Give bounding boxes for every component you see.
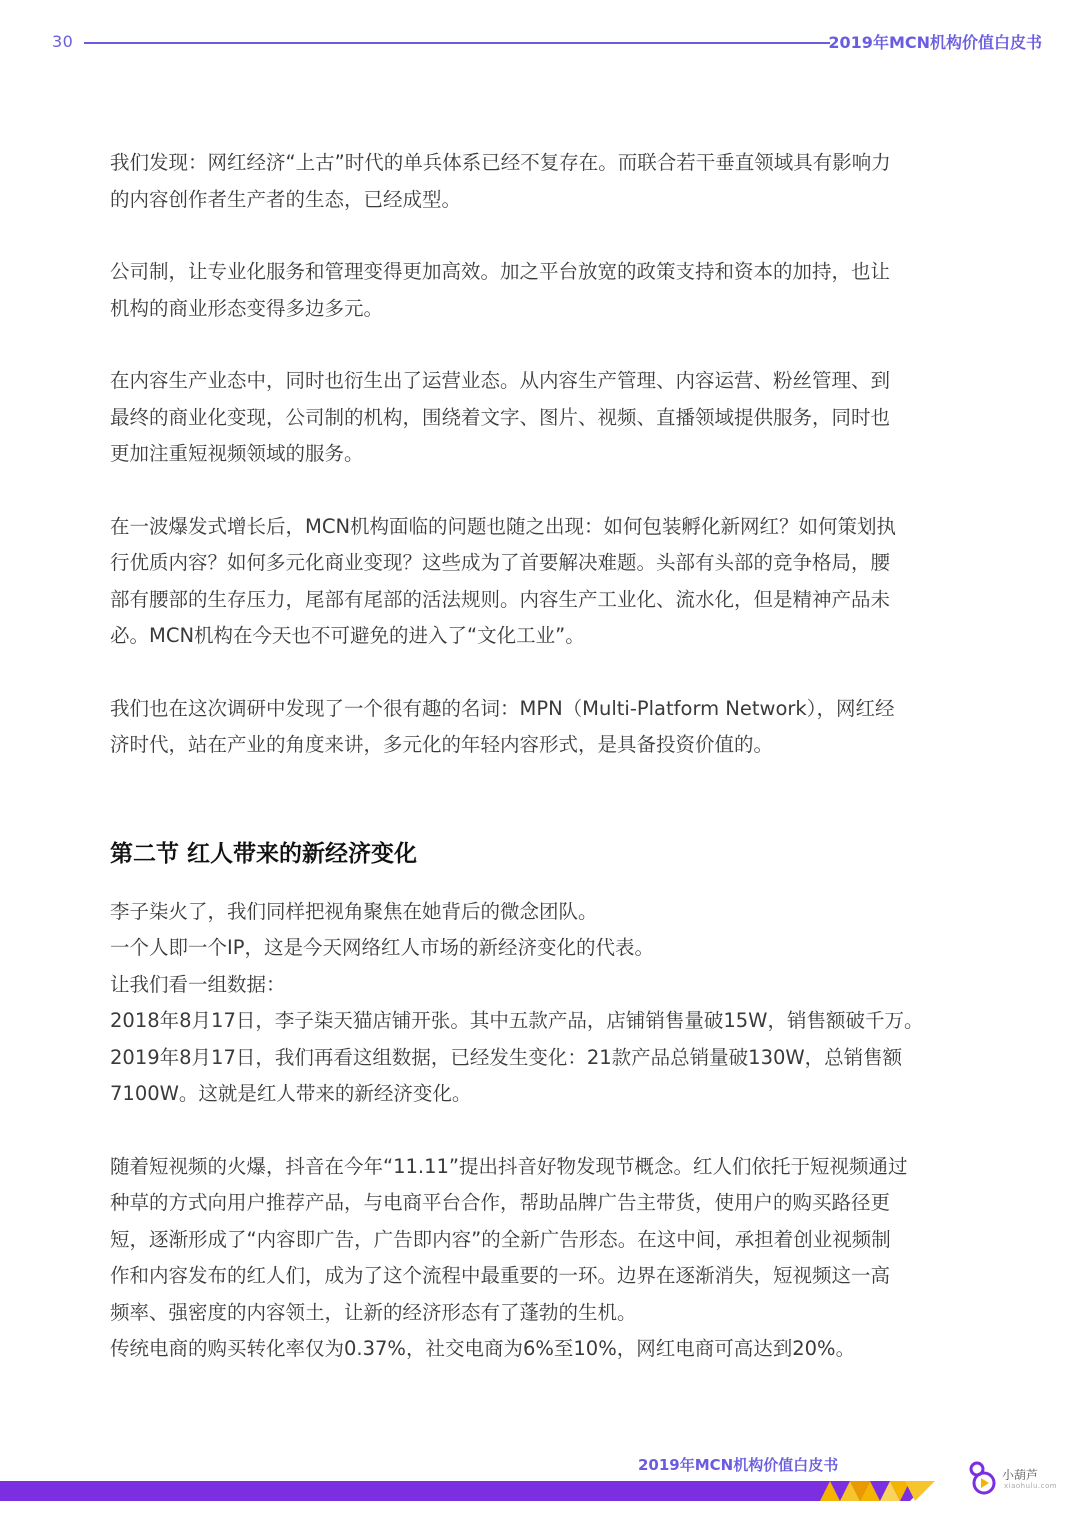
- gourd-icon: [968, 1460, 998, 1496]
- text-line: 一个人即一个IP，这是今天网络红人市场的新经济变化的代表。: [110, 936, 655, 959]
- footer-title: 2019年MCN机构价值白皮书: [638, 1456, 839, 1474]
- section-title: 第二节 红人带来的新经济变化: [110, 840, 418, 867]
- text-line: 频率、强密度的内容领土，让新的经济形态有了蓬勃的生机。: [110, 1300, 637, 1324]
- text-line: 在一波爆发式增长后，MCN机构面临的问题也随之出现：如何包装孵化新网红？如何策划执: [110, 514, 897, 538]
- text-line: 传统电商的购买转化率仅为0.37%，社交电商为6%至10%，网红电商可高达到20%。: [110, 1337, 856, 1360]
- header-title: 2019年MCN机构价值白皮书: [828, 33, 1042, 52]
- paragraph-5: [110, 691, 970, 764]
- text-line: 必。MCN机构在今天也不可避免的进入了“文化工业”。: [110, 624, 585, 647]
- text-line: 随着短视频的火爆，抖音在今年“11.11”提出抖音好物发现节概念。红人们依托于短视频通过: [110, 1154, 908, 1178]
- text-line: 在内容生产业态中，同时也衍生出了运营业态。从内容生产管理、内容运营、粉丝管理、到: [110, 369, 891, 392]
- text-line: 种草的方式向用户推荐产品，与电商平台合作，帮助品牌广告主带货，使用户的购买路径更: [110, 1191, 891, 1214]
- text-line: 2019年8月17日，我们再看这组数据，已经发生变化：21款产品总销量破130W，总销售额: [110, 1045, 903, 1069]
- main-content: [110, 145, 970, 1404]
- text-line: 行优质内容？如何多元化商业变现？这些成为了首要解决难题。头部有头部的竞争格局，腰: [110, 551, 891, 574]
- footer-band: [0, 1481, 1080, 1528]
- text-line: 最终的商业化变现，公司制的机构，围绕着文字、图片、视频、直播领域提供服务，同时也: [110, 405, 891, 429]
- section-paragraph-2: [110, 1149, 970, 1368]
- text-line: 的内容创作者生产者的生态，已经成型。: [110, 187, 462, 211]
- text-line: 我们发现：网红经济“上古”时代的单兵体系已经不复存在。而联合若干垂直领域具有影响力: [110, 151, 891, 174]
- text-line: 我们也在这次调研中发现了一个很有趣的名词：MPN（Multi-Platform Network），网红经: [110, 696, 895, 720]
- page-number: 30: [52, 32, 74, 51]
- paragraph-1: [110, 145, 970, 218]
- logo-subtext: xiaohulu.com: [1004, 1482, 1058, 1490]
- text-line: 济时代，站在产业的角度来讲，多元化的年轻内容形式，是具备投资价值的。: [110, 733, 774, 756]
- page-header: [0, 28, 1080, 58]
- text-line: 李子柒火了，我们同样把视角聚焦在她背后的微念团队。: [110, 899, 598, 923]
- section-paragraph-1: [110, 894, 970, 1113]
- text-line: 公司制，让专业化服务和管理变得更加高效。加之平台放宽的政策支持和资本的加持，也让: [110, 260, 891, 283]
- text-line: 作和内容发布的红人们，成为了这个流程中最重要的一环。边界在逐渐消失，短视频这一高: [110, 1264, 891, 1287]
- paragraph-2: [110, 254, 970, 327]
- text-line: 让我们看一组数据：: [110, 972, 286, 996]
- text-line: 7100W。这就是红人带来的新经济变化。: [110, 1082, 472, 1105]
- text-line: 部有腰部的生存压力，尾部有尾部的活法规则。内容生产工业化、流水化，但是精神产品未: [110, 587, 891, 611]
- text-line: 更加注重短视频领域的服务。: [110, 442, 364, 465]
- text-line: 机构的商业形态变得多边多元。: [110, 296, 384, 320]
- text-line: 短，逐渐形成了“内容即广告，广告即内容”的全新广告形态。在这中间，承担着创业视频制: [110, 1227, 891, 1251]
- paragraph-3: [110, 363, 970, 473]
- footer-purple-band: [0, 1481, 930, 1501]
- header-rule: [84, 42, 830, 44]
- text-line: 2018年8月17日，李子柒天猫店铺开张。其中五款产品，店铺销售量破15W，销售额破千万。: [110, 1009, 924, 1032]
- logo-name: 小葫芦: [1002, 1468, 1039, 1482]
- brand-logo: [968, 1460, 1080, 1500]
- paragraph-4: [110, 509, 970, 655]
